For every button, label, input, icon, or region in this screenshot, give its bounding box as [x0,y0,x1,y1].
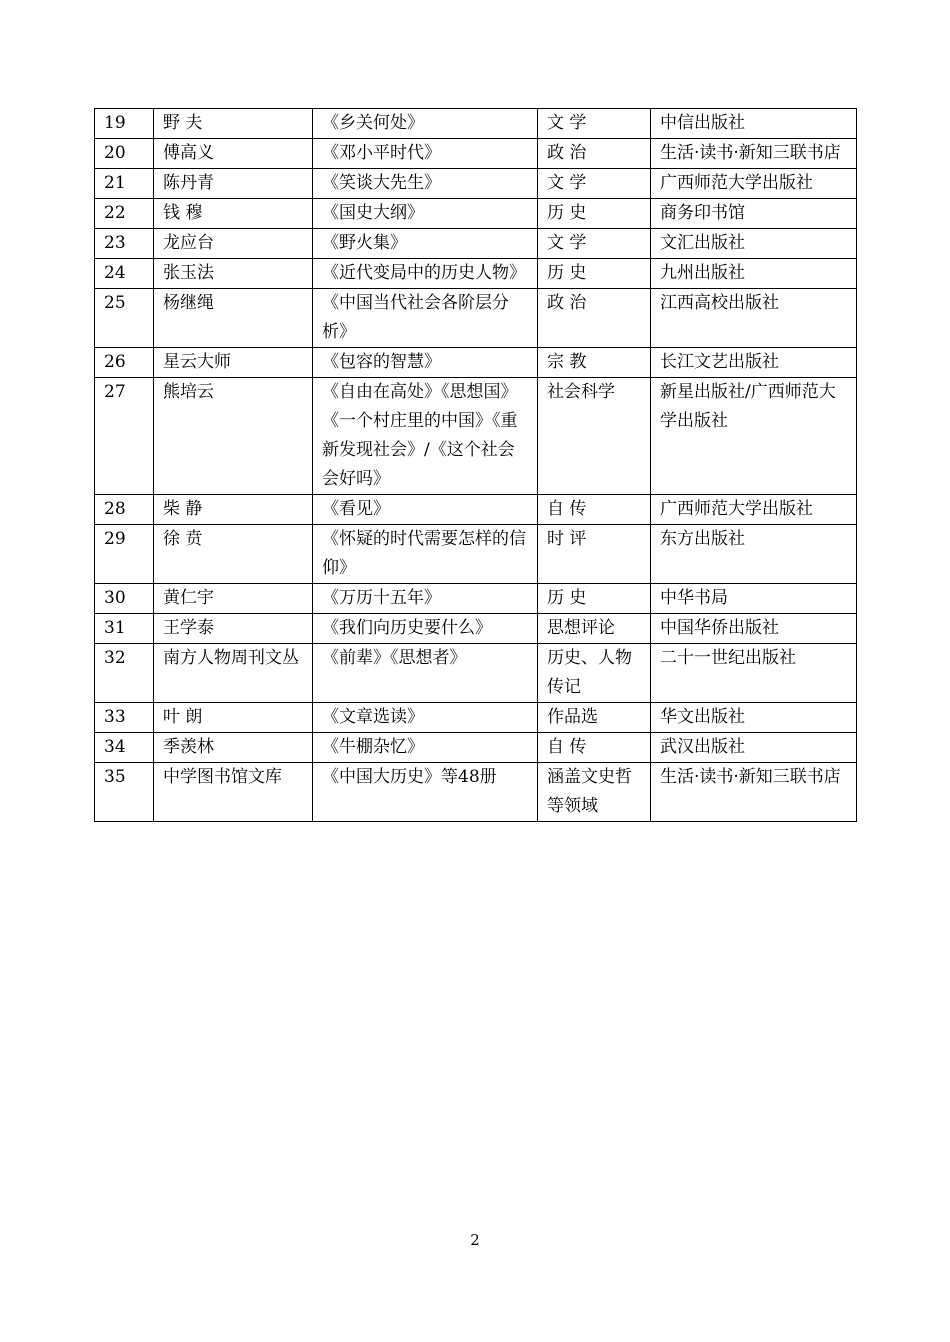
author-cell: 王学泰 [154,614,313,644]
table-row [95,289,857,348]
category-cell: 历 史 [538,199,651,229]
row-number-cell: 29 [95,525,154,584]
category-cell: 作品选 [538,703,651,733]
author-cell: 中学图书馆文库 [154,763,313,822]
author-cell: 徐 贲 [154,525,313,584]
author-cell: 星云大师 [154,348,313,378]
row-number-cell: 19 [95,109,154,139]
publisher-cell: 广西师范大学出版社 [651,169,857,199]
table-row [95,378,857,495]
publisher-cell: 新星出版社/广西师范大学出版社 [651,378,857,495]
author-cell: 钱 穆 [154,199,313,229]
row-number-cell: 24 [95,259,154,289]
author-cell: 野 夫 [154,109,313,139]
publisher-cell: 江西高校出版社 [651,289,857,348]
row-number-cell: 20 [95,139,154,169]
publisher-cell: 生活·读书·新知三联书店 [651,763,857,822]
category-cell: 政 治 [538,289,651,348]
table-row [95,348,857,378]
category-cell: 历史、人物传记 [538,644,651,703]
table-row [95,703,857,733]
row-number-cell: 27 [95,378,154,495]
author-cell: 黄仁宇 [154,584,313,614]
table-row [95,614,857,644]
title-cell: 《邓小平时代》 [313,139,538,169]
table-row [95,495,857,525]
row-number-cell: 22 [95,199,154,229]
row-number-cell: 34 [95,733,154,763]
category-cell: 思想评论 [538,614,651,644]
table-row [95,139,857,169]
author-cell: 熊培云 [154,378,313,495]
author-cell: 季羡林 [154,733,313,763]
publisher-cell: 二十一世纪出版社 [651,644,857,703]
table-row [95,763,857,822]
publisher-cell: 中华书局 [651,584,857,614]
title-cell: 《怀疑的时代需要怎样的信仰》 [313,525,538,584]
table-row [95,259,857,289]
category-cell: 历 史 [538,584,651,614]
publisher-cell: 东方出版社 [651,525,857,584]
publisher-cell: 中信出版社 [651,109,857,139]
table-row [95,525,857,584]
table-row [95,644,857,703]
title-cell: 《万历十五年》 [313,584,538,614]
author-cell: 柴 静 [154,495,313,525]
row-number-cell: 31 [95,614,154,644]
publisher-cell: 华文出版社 [651,703,857,733]
author-cell: 南方人物周刊文丛 [154,644,313,703]
category-cell: 社会科学 [538,378,651,495]
publisher-cell: 九州出版社 [651,259,857,289]
table-row [95,229,857,259]
publisher-cell: 生活·读书·新知三联书店 [651,139,857,169]
category-cell: 宗 教 [538,348,651,378]
title-cell: 《近代变局中的历史人物》 [313,259,538,289]
row-number-cell: 25 [95,289,154,348]
publisher-cell: 武汉出版社 [651,733,857,763]
table-row [95,733,857,763]
table-row [95,584,857,614]
category-cell: 文 学 [538,109,651,139]
publisher-cell: 商务印书馆 [651,199,857,229]
row-number-cell: 32 [95,644,154,703]
author-cell: 杨继绳 [154,289,313,348]
row-number-cell: 33 [95,703,154,733]
publisher-cell: 中国华侨出版社 [651,614,857,644]
title-cell: 《我们向历史要什么》 [313,614,538,644]
author-cell: 傅高义 [154,139,313,169]
category-cell: 政 治 [538,139,651,169]
title-cell: 《前辈》《思想者》 [313,644,538,703]
publisher-cell: 广西师范大学出版社 [651,495,857,525]
book-list-table [94,108,857,822]
title-cell: 《野火集》 [313,229,538,259]
title-cell: 《笑谈大先生》 [313,169,538,199]
title-cell: 《自由在高处》《思想国》《一个村庄里的中国》《重新发现社会》/《这个社会会好吗》 [313,378,538,495]
row-number-cell: 26 [95,348,154,378]
title-cell: 《包容的智慧》 [313,348,538,378]
title-cell: 《中国大历史》等48册 [313,763,538,822]
author-cell: 张玉法 [154,259,313,289]
publisher-cell: 文汇出版社 [651,229,857,259]
category-cell: 涵盖文史哲等领域 [538,763,651,822]
category-cell: 自 传 [538,733,651,763]
publisher-cell: 长江文艺出版社 [651,348,857,378]
title-cell: 《牛棚杂忆》 [313,733,538,763]
author-cell: 陈丹青 [154,169,313,199]
title-cell: 《文章选读》 [313,703,538,733]
title-cell: 《国史大纲》 [313,199,538,229]
category-cell: 历 史 [538,259,651,289]
title-cell: 《中国当代社会各阶层分析》 [313,289,538,348]
table-body [95,109,857,822]
row-number-cell: 28 [95,495,154,525]
category-cell: 文 学 [538,229,651,259]
title-cell: 《乡关何处》 [313,109,538,139]
author-cell: 龙应台 [154,229,313,259]
row-number-cell: 21 [95,169,154,199]
row-number-cell: 23 [95,229,154,259]
page-number: 2 [470,1231,480,1249]
row-number-cell: 30 [95,584,154,614]
category-cell: 文 学 [538,169,651,199]
table-row [95,109,857,139]
author-cell: 叶 朗 [154,703,313,733]
title-cell: 《看见》 [313,495,538,525]
table-row [95,169,857,199]
category-cell: 自 传 [538,495,651,525]
table-row [95,199,857,229]
category-cell: 时 评 [538,525,651,584]
row-number-cell: 35 [95,763,154,822]
